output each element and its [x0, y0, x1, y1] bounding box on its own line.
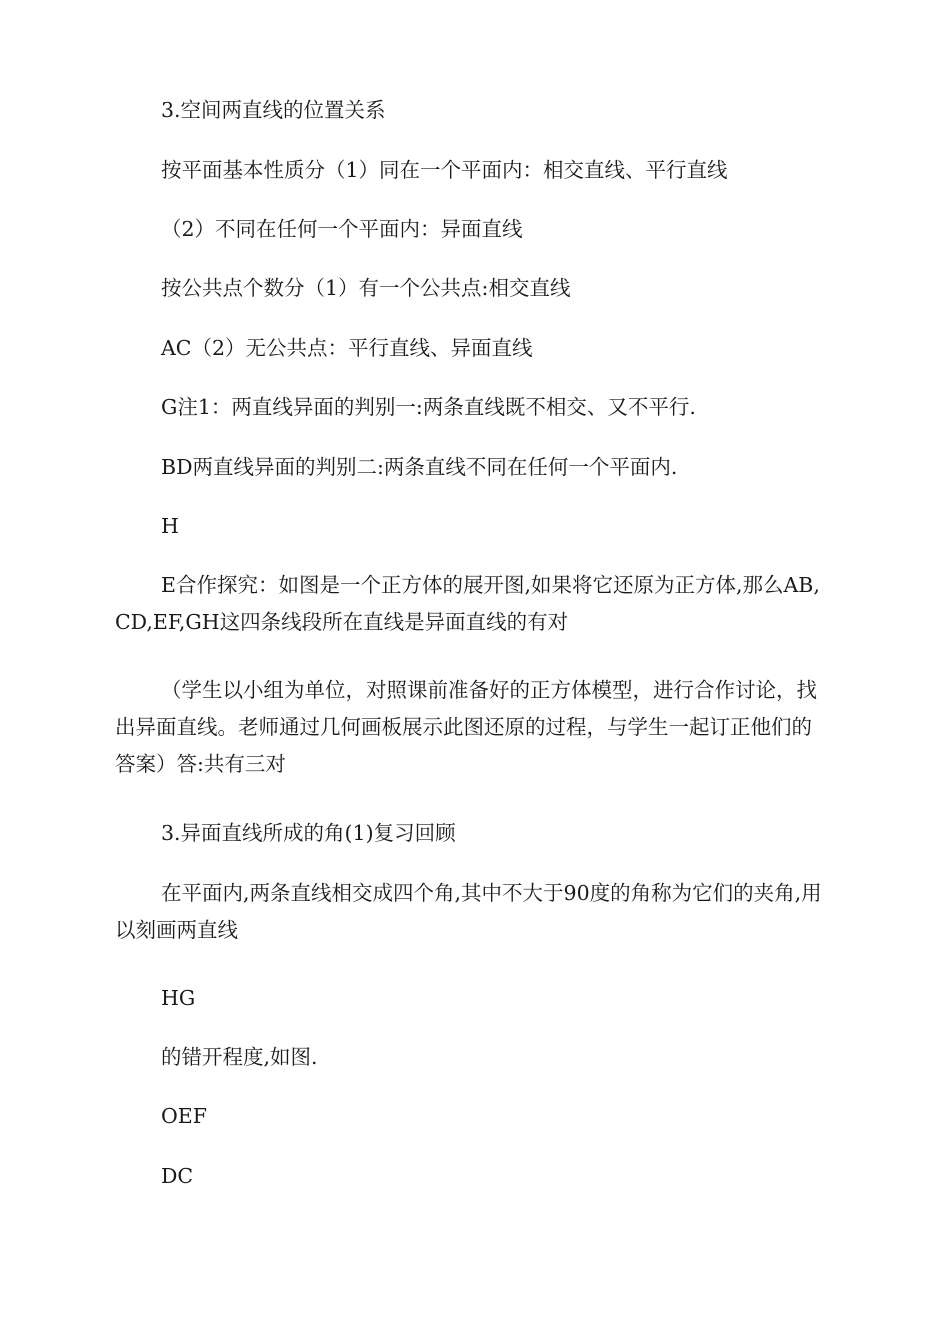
section-heading-spatial-lines: 3.空间两直线的位置关系	[161, 98, 386, 122]
paragraph-plane-classification: 按平面基本性质分（1）同在一个平面内：相交直线、平行直线	[161, 158, 728, 182]
paragraph-label-hg: HG	[161, 986, 196, 1010]
paragraph-note-criterion-1: G注1：两直线异面的判别一:两条直线既不相交、又不平行.	[161, 395, 696, 419]
paragraph-student-activity: （学生以小组为单位，对照课前准备好的正方体模型，进行合作讨论，找出异面直线。老师通过几何画板展示此图还原的过程，与学生一起订正他们的答案）答:共有三对	[115, 678, 817, 776]
paragraph-label-oef: OEF	[161, 1104, 207, 1128]
paragraph-label-dc: DC	[161, 1164, 194, 1188]
paragraph-label-h: H	[161, 514, 179, 538]
paragraph-common-point-classification: 按公共点个数分（1）有一个公共点:相交直线	[161, 276, 571, 300]
paragraph-skew-lines: （2）不同在任何一个平面内：异面直线	[161, 217, 523, 241]
paragraph-criterion-2: BD两直线异面的判别二:两条直线不同在任何一个平面内.	[161, 455, 678, 479]
paragraph-cooperative-inquiry: E合作探究：如图是一个正方体的展开图,如果将它还原为正方体,那么AB,CD,EF,GH这四条线段所在直线是异面直线的有对	[115, 573, 820, 634]
paragraph-offset-degree: 的错开程度,如图.	[161, 1045, 318, 1069]
paragraph-no-common-point: AC（2）无公共点：平行直线、异面直线	[161, 336, 533, 360]
section-heading-skew-angle: 3.异面直线所成的角(1)复习回顾	[161, 821, 456, 845]
paragraph-angle-definition: 在平面内,两条直线相交成四个角,其中不大于90度的角称为它们的夹角,用以刻画两直线	[115, 881, 822, 942]
